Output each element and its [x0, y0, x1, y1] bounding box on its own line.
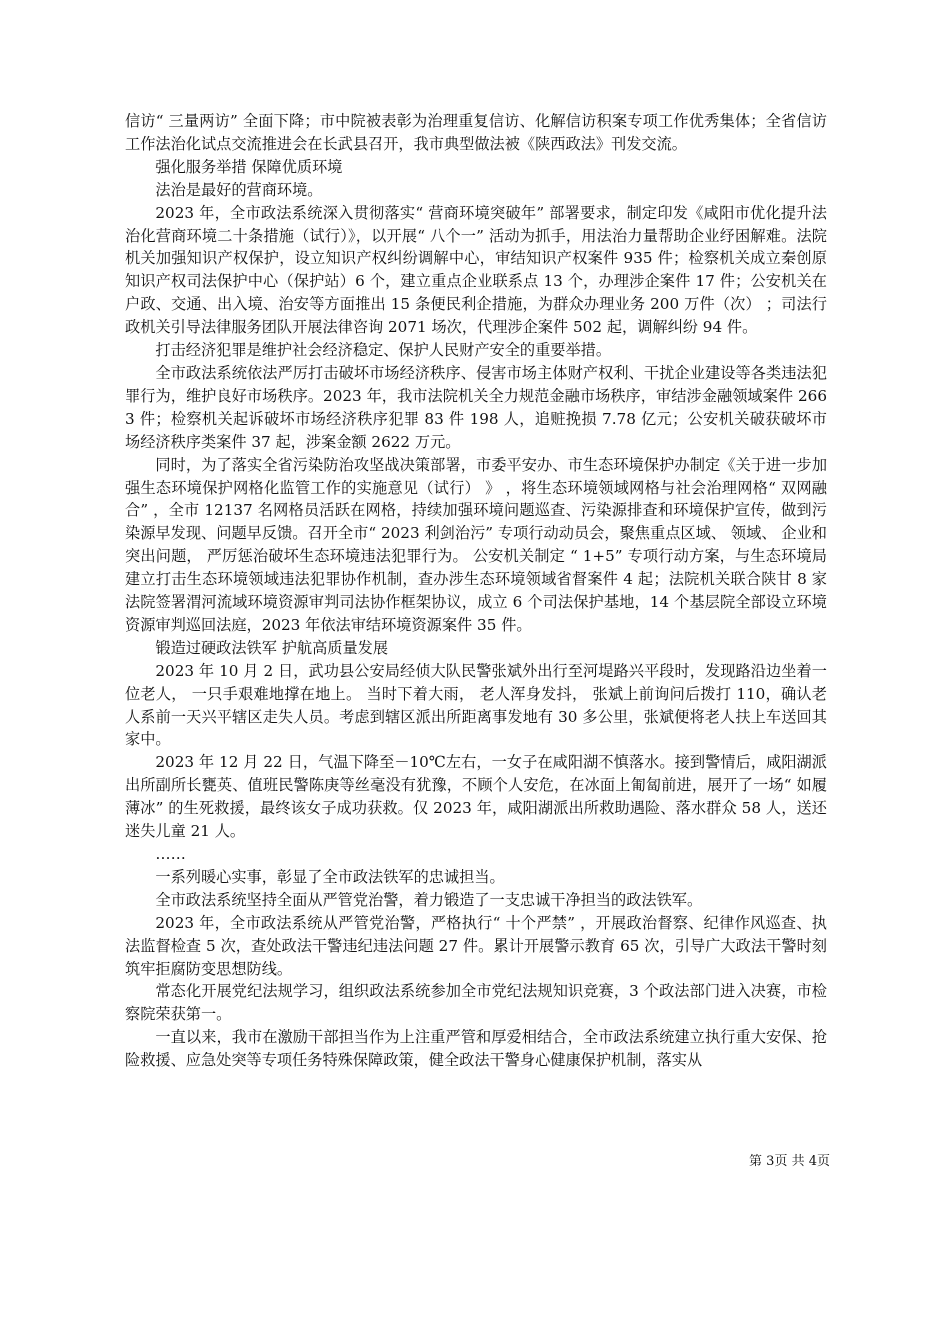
- paragraph: 2023 年 12 月 22 日，气温下降至－10℃左右，一女子在咸阳湖不慎落水。接到警情后，咸阳湖派出所副所长甕英、值班民警陈庚等丝毫没有犹豫，不顾个人安危，在冰面上匍匐前进，展开了一场“ 如履薄冰” 的生死救援，最终该女子成功获救。仅 2023 年，咸阳湖派出所救助遇险、落水群众 58 人，送还迷失儿童 21 人。: [125, 753, 827, 841]
- paragraph: 全市政法系统依法严厉打击破坏市场经济秩序、侵害市场主体财产权利、干扰企业建设等各类违法犯罪行为，维护良好市场秩序。2023 年，我市法院机关全力规范金融市场秩序，审结涉金融领域案件 2663 件；检察机关起诉破坏市场经济秩序犯罪 83 件 198 人，追赃挽损 7.78 亿元；公安机关破获破坏市场经济秩序类案件 37 起，涉案金额 2622 万元。: [125, 363, 827, 451]
- section-heading: 锻造过硬政法铁军 护航高质量发展: [155, 638, 389, 657]
- paragraph: 同时，为了落实全省污染防治攻坚战决策部署，市委平安办、市生态环境保护办制定《关于进一步加强生态环境保护网格化监管工作的实施意见（试行） 》 ，将生态环境领域网格与社会治理网格“ 双网融合” ，全市 12137 名网格员活跃在网格，持续加强环境问题巡查、污染源排查和环境保护宣传，做到污染源早发现、问题早反馈。召开全市“ 2023 利剑治污” 专项行动动员会，聚焦重点区域、 领域、 企业和突出问题， 严厉惩治破坏生态环境违法犯罪行为。 公安机关制定 “ 1+5” 专项行动方案，与生态环境局建立打击生态环境领域违法犯罪协作机制，查办涉生态环境领域省督案件 4 起；法院机关联合陕甘 8 家法院签署渭河流域环境资源审判司法协作框架协议，成立 6 个司法保护基地，14 个基层院全部设立环境资源审判巡回法庭，2023 年依法审结环境资源案件 35 件。: [125, 455, 827, 634]
- paragraph: 一直以来，我市在激励干部担当作为上注重严管和厚爱相结合，全市政法系统建立执行重大安保、抢险救援、应急处突等专项任务特殊保障政策，健全政法干警身心健康保护机制，落实从: [125, 1028, 827, 1070]
- paragraph: 2023 年，全市政法系统深入贯彻落实“ 营商环境突破年” 部署要求，制定印发《咸阳市优化提升法治化营商环境二十条措施（试行）》，以开展“ 八个一” 活动为抓手，用法治力量帮助企业纾困解难。法院机关加强知识产权保护，设立知识产权纠纷调解中心，审结知识产权案件 935 件；检察机关成立秦创原知识产权司法保护中心（保护站）6 个，建立重点企业联系点 13 个，办理涉企案件 17 件；公安机关在户政、交通、出入境、治安等方面推出 15 条便民利企措施，为群众办理业务 200 万件（次） ；司法行政机关引导法律服务团队开展法律咨询 2071 场次，代理涉企案件 502 起，调解纠纷 94 件。: [125, 203, 827, 337]
- paragraph: 打击经济犯罪是维护社会经济稳定、保护人民财产安全的重要举措。: [155, 341, 612, 360]
- paragraph: 2023 年 10 月 2 日，武功县公安局经侦大队民警张斌外出行至河堤路兴平段时，发现路沿边坐着一位老人， 一只手艰难地撑在地上。 当时下着大雨， 老人浑身发抖， 张斌上前询问后拨打 110，确认老人系前一天兴平辖区走失人员。考虑到辖区派出所距离事发地有 30 多公里，张斌便将老人扶上车送回其家中。: [125, 661, 827, 749]
- page-number-footer: 第 3页 共 4页: [749, 1154, 830, 1169]
- document-body: [125, 110, 827, 1072]
- paragraph: 法治是最好的营商环境。: [155, 180, 323, 199]
- ellipsis-line: ……: [155, 845, 186, 863]
- paragraph: 一系列暖心实事，彰显了全市政法铁军的忠诚担当。: [155, 867, 505, 886]
- paragraph: 2023 年，全市政法系统从严管党治警，严格执行“ 十个严禁” ，开展政治督察、纪律作风巡查、执法监督检查 5 次，查处政法干警违纪违法问题 27 件。累计开展警示教育 65 次，引导广大政法干警时刻筑牢拒腐防变思想防线。: [125, 913, 827, 978]
- paragraph-continuation: 信访“ 三量两访” 全面下降；市中院被表彰为治理重复信访、化解信访积案专项工作优秀集体；全省信访工作法治化试点交流推进会在长武县召开，我市典型做法被《陕西政法》刊发交流。: [125, 112, 827, 153]
- paragraph: 全市政法系统坚持全面从严管党治警，着力锻造了一支忠诚干净担当的政法铁军。: [155, 890, 703, 909]
- section-heading: 强化服务举措 保障优质环境: [155, 157, 343, 176]
- paragraph: 常态化开展党纪法规学习，组织政法系统参加全市党纪法规知识竞赛，3 个政法部门进入决赛，市检察院荣获第一。: [125, 982, 827, 1024]
